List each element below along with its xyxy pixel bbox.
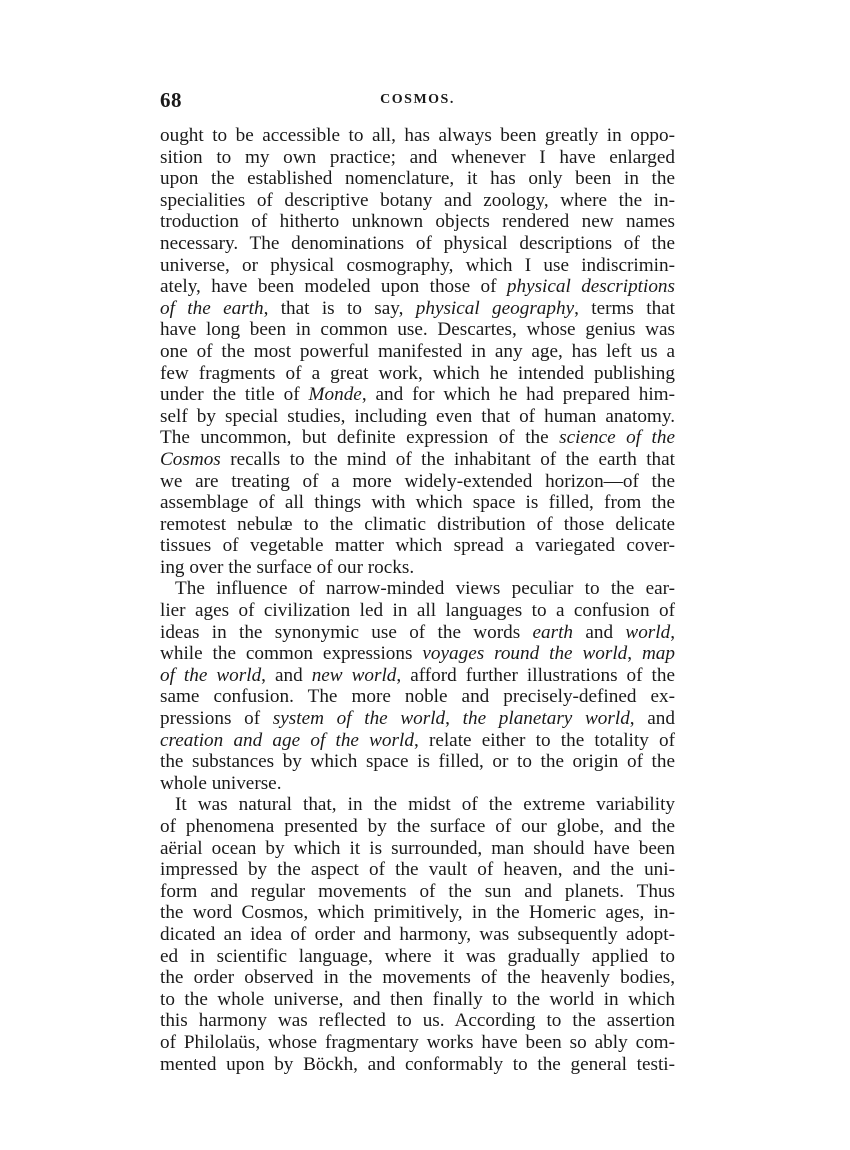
text-line: [160, 708, 675, 730]
text-line: ought to be accessible to all, has always been greatly in oppo-: [160, 125, 675, 146]
text-segment: , that is to say,: [263, 297, 416, 319]
text-line: universe, or physical cosmography, which I use indiscrimin-: [160, 254, 675, 276]
text-segment: recalls to the mind of the inhabitant of the earth that: [220, 448, 675, 470]
text-line: dicated an idea of order and harmony, was subsequently adopt-: [160, 923, 675, 945]
text-line: to the whole universe, and then finally to the world in which: [160, 988, 675, 1010]
italic-text: Cosmos: [160, 448, 221, 470]
text-line: [160, 730, 675, 752]
text-line: remotest nebulæ to the climatic distribution of those delicate: [160, 513, 675, 535]
text-segment: under the title of: [160, 384, 309, 406]
text-line: the word Cosmos, which primitively, in the Homeric ages, in-: [160, 902, 675, 924]
text-line: [160, 276, 675, 298]
text-segment: , relate either to the totality of: [413, 729, 675, 751]
text-line: [160, 384, 675, 406]
text-line: ing over the surface of our rocks.: [160, 556, 415, 578]
text-line: one of the most powerful manifested in any age, has left us a: [160, 340, 675, 362]
text-line: specialities of descriptive botany and zoology, where the in-: [160, 189, 675, 211]
text-line: the order observed in the movements of the heavenly bodies,: [160, 967, 675, 989]
text-line: we are treating of a more widely-extended horizon—of the: [160, 470, 675, 492]
text-line: [160, 643, 675, 665]
italic-text: voyages round the world: [422, 643, 628, 665]
text-line: have long been in common use. Descartes, whose genius was: [160, 319, 675, 341]
text-segment: while the common expressions: [160, 643, 423, 665]
text-segment: and: [573, 621, 626, 643]
text-segment: , and for which he had prepared him-: [361, 384, 675, 406]
text-segment: ,: [670, 621, 675, 643]
text-line: of Philolaüs, whose fragmentary works have been so ably com-: [160, 1031, 675, 1053]
text-line: assemblage of all things with which space is filled, from the: [160, 492, 675, 514]
text-line: few fragments of a great work, which he intended publishing: [160, 362, 675, 384]
text-line: [160, 622, 675, 644]
text-segment: , afford further illustrations of the: [396, 664, 675, 686]
text-line: whole universe.: [160, 772, 282, 794]
text-line: upon the established nomenclature, it has only been in the: [160, 168, 675, 190]
text-line: It was natural that, in the midst of the extreme variability: [175, 794, 675, 816]
text-line: [160, 427, 675, 449]
text-segment: ,: [627, 643, 642, 665]
italic-text: of the world: [160, 664, 262, 686]
text-line: necessary. The denominations of physical descriptions of the: [160, 232, 675, 254]
italic-text: Monde: [308, 384, 362, 406]
text-line: ed in scientific language, where it was gradually applied to: [160, 945, 675, 967]
running-title: COSMOS.: [380, 92, 455, 107]
italic-text: of the earth: [160, 297, 264, 319]
italic-text: creation and age of the world: [160, 729, 414, 751]
text-line: The influence of narrow-minded views peculiar to the ear-: [175, 578, 675, 600]
italic-text: map: [641, 643, 675, 665]
text-line: [160, 665, 675, 687]
text-segment: , and: [629, 708, 675, 730]
italic-text: physical geography: [415, 297, 575, 319]
text-line: aërial ocean by which it is surrounded, man should have been: [160, 837, 675, 859]
text-line: impressed by the aspect of the vault of heaven, and the uni-: [160, 859, 675, 881]
italic-text: physical descriptions: [506, 276, 675, 298]
text-line: tissues of vegetable matter which spread a variegated cover-: [160, 535, 675, 557]
text-segment: ately, have been modeled upon those of: [160, 276, 507, 298]
text-line: [160, 449, 675, 471]
text-line: mented upon by Böckh, and conformably to the general testi-: [160, 1053, 675, 1075]
italic-text: world: [625, 621, 671, 643]
italic-text: system of the world: [272, 708, 446, 730]
text-line: self by special studies, including even that of human anatomy.: [160, 405, 675, 427]
italic-text: the planetary world: [462, 708, 630, 730]
text-line: of phenomena presented by the surface of our globe, and the: [160, 816, 675, 837]
italic-text: science of the: [559, 427, 675, 449]
text-line: same confusion. The more noble and precisely-defined ex-: [160, 686, 675, 708]
text-segment: ,: [445, 708, 463, 730]
text-line: [160, 298, 675, 320]
text-line: troduction of hitherto unknown objects rendered new names: [160, 211, 675, 233]
italic-text: earth: [532, 621, 574, 643]
text-segment: ideas in the synonymic use of the words: [160, 621, 533, 643]
text-segment: , and: [261, 664, 312, 686]
text-line: lier ages of civilization led in all languages to a confusion of: [160, 600, 675, 622]
text-line: the substances by which space is filled, or to the origin of the: [160, 751, 675, 773]
text-segment: , terms that: [574, 297, 676, 319]
italic-text: new world: [311, 664, 397, 686]
text-line: this harmony was reflected to us. According to the assertion: [160, 1010, 675, 1032]
text-line: form and regular movements of the sun and planets. Thus: [160, 880, 675, 902]
text-segment: The uncommon, but definite expression of the: [160, 427, 560, 449]
text-segment: pressions of: [160, 708, 273, 730]
body-text: [160, 125, 675, 1075]
running-head: [160, 88, 675, 114]
page-number: 68: [160, 88, 182, 112]
text-line: sition to my own practice; and whenever I have enlarged: [160, 146, 675, 168]
